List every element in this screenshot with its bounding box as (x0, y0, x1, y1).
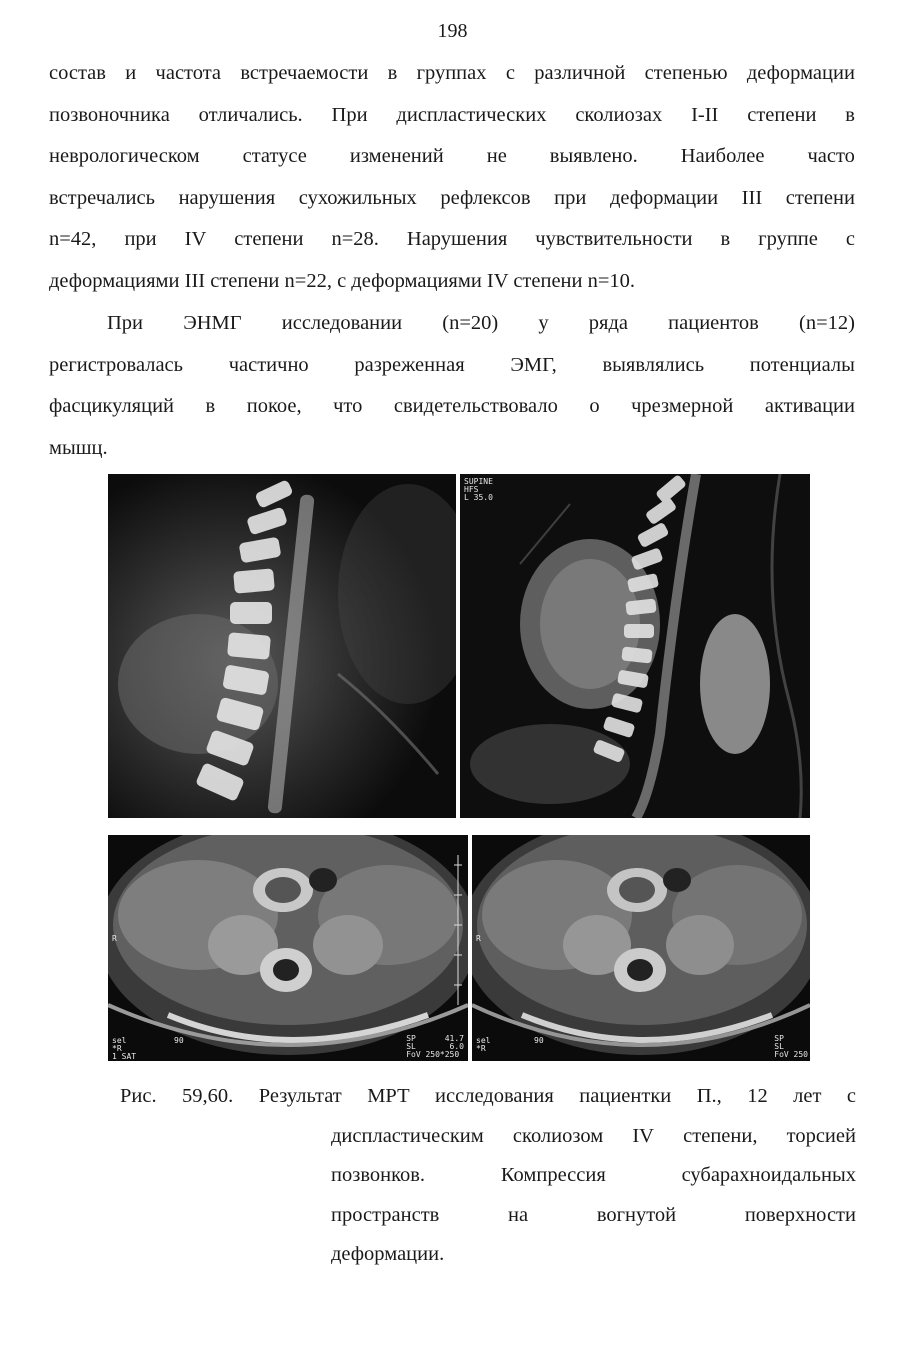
word: сколиозах (575, 103, 663, 126)
word: степенью (644, 62, 728, 84)
word: активации (764, 395, 855, 417)
mri-corner-label-left: sel *R 1 SAT (112, 1036, 137, 1061)
word: в (720, 228, 731, 250)
mri-sagittal-left-image (108, 474, 456, 818)
word: позвоночника (49, 103, 170, 126)
word: группе (758, 228, 818, 250)
word: состав (49, 62, 106, 84)
word: и (125, 62, 137, 84)
word: при (124, 228, 157, 250)
figure-caption (120, 1077, 856, 1275)
text-line (331, 1235, 856, 1275)
word: чувствительности (535, 228, 693, 250)
text-line-content: деформации. (331, 1243, 445, 1265)
word: Нарушения (406, 228, 508, 250)
word: при (554, 186, 587, 209)
word: n=42, (49, 228, 97, 250)
word: При (107, 312, 144, 334)
word: группах (416, 62, 487, 84)
word: сколиозом (512, 1124, 604, 1147)
word: I-II (691, 103, 719, 126)
word: IV (184, 228, 207, 250)
word: с (845, 228, 855, 250)
word: с (505, 62, 515, 84)
word: Рис. (120, 1085, 157, 1107)
text-line (49, 428, 855, 470)
mri-sagittal-right-image (460, 474, 810, 818)
word: пространств (331, 1203, 440, 1226)
word: неврологическом (49, 145, 200, 167)
word: деформации (609, 186, 719, 209)
text-line (49, 178, 855, 220)
word: о (589, 395, 600, 417)
word: изменений (349, 145, 444, 167)
text-line (49, 345, 855, 387)
word: часто (807, 145, 855, 167)
word: деформации (746, 62, 855, 84)
word: диспластических (396, 103, 547, 126)
word: Наиболее (680, 145, 765, 167)
word: Компрессия (500, 1164, 606, 1186)
word: встречались (49, 186, 155, 209)
word: степени (785, 186, 855, 209)
word: с (846, 1085, 856, 1107)
word: свидетельствовало (393, 395, 558, 417)
word: частота (155, 62, 222, 84)
word: лет (793, 1085, 822, 1107)
word: что (333, 395, 363, 417)
word: исследования (435, 1085, 554, 1107)
word: поверхности (744, 1203, 856, 1226)
word: в (205, 395, 216, 417)
text-line (331, 1117, 856, 1157)
mri-corner-number: 90 (174, 1036, 184, 1045)
word: пациентов (668, 312, 759, 334)
word: Результат (258, 1085, 342, 1107)
mri-corner-label-right: SP 41.7 SL 6.0 FoV 250*250 (406, 1034, 464, 1059)
paragraph-1 (49, 53, 855, 302)
mri-side-marker: R (476, 934, 481, 943)
word: (n=12) (799, 312, 855, 334)
word: регистровалась (49, 353, 184, 376)
mri-side-marker: R (112, 934, 117, 943)
word: IV (632, 1124, 654, 1147)
text-line-content: деформациями III степени n=22, с деформациями IV степени n=10. (49, 269, 636, 292)
word: степени (234, 228, 304, 250)
word: нарушения (178, 186, 276, 209)
word: в (845, 103, 855, 126)
text-line-content: мышц. (49, 436, 108, 459)
word: не (486, 145, 507, 167)
word: (n=20) (442, 312, 499, 334)
word: отличались. (198, 103, 303, 126)
text-line (49, 136, 855, 178)
word: выявлено. (549, 145, 638, 167)
word: в (387, 62, 398, 84)
mri-axial-left-image (108, 835, 468, 1061)
text-line (331, 1156, 856, 1196)
word: чрезмерной (631, 395, 734, 417)
word: у (538, 312, 549, 334)
mri-corner-label-left: sel *R (476, 1036, 491, 1053)
page-number: 198 (437, 20, 468, 42)
word: П., (696, 1085, 722, 1107)
word: III (741, 186, 763, 209)
text-line (120, 1077, 856, 1117)
text-line (49, 261, 855, 303)
mri-corner-label-right: SP SL FoV 250 (774, 1034, 808, 1059)
word: степени (747, 103, 817, 126)
word: пациентки (579, 1085, 672, 1107)
word: исследовании (281, 312, 403, 334)
word: сухожильных (298, 186, 417, 209)
word: торсией (786, 1124, 856, 1147)
word: покое, (246, 395, 302, 417)
word: n=28. (331, 228, 379, 250)
word: 59,60. (182, 1085, 234, 1107)
word: ЭНМГ (183, 312, 242, 334)
mri-corner-number: 90 (534, 1036, 544, 1045)
word: субарахноидальных (681, 1164, 856, 1186)
text-line (49, 95, 855, 137)
word: позвонков. (331, 1164, 426, 1186)
word: потенциалы (749, 353, 855, 376)
word: диспластическим (331, 1124, 484, 1147)
mri-axial-right-image (472, 835, 810, 1061)
text-line (49, 303, 855, 345)
mri-corner-label: SUPINE HFS L 35.0 (464, 477, 493, 502)
text-line (331, 1196, 856, 1236)
word: разреженная (354, 353, 465, 376)
word: 12 (747, 1085, 768, 1107)
word: ЭМГ, (510, 353, 557, 376)
word: фасцикуляций (49, 395, 175, 417)
word: МРТ (367, 1085, 410, 1107)
word: различной (534, 62, 626, 84)
word: рефлексов (440, 186, 531, 209)
word: степени, (683, 1124, 758, 1147)
paragraph-2 (49, 303, 855, 469)
text-line (49, 386, 855, 428)
word: на (508, 1203, 529, 1226)
word: частично (228, 353, 309, 376)
text-line (49, 219, 855, 261)
word: выявлялись (602, 353, 705, 376)
text-line (49, 53, 855, 95)
word: вогнутой (596, 1203, 677, 1226)
word: встречаемости (240, 62, 369, 84)
word: статусе (242, 145, 307, 167)
word: При (331, 103, 368, 126)
word: ряда (588, 312, 628, 334)
